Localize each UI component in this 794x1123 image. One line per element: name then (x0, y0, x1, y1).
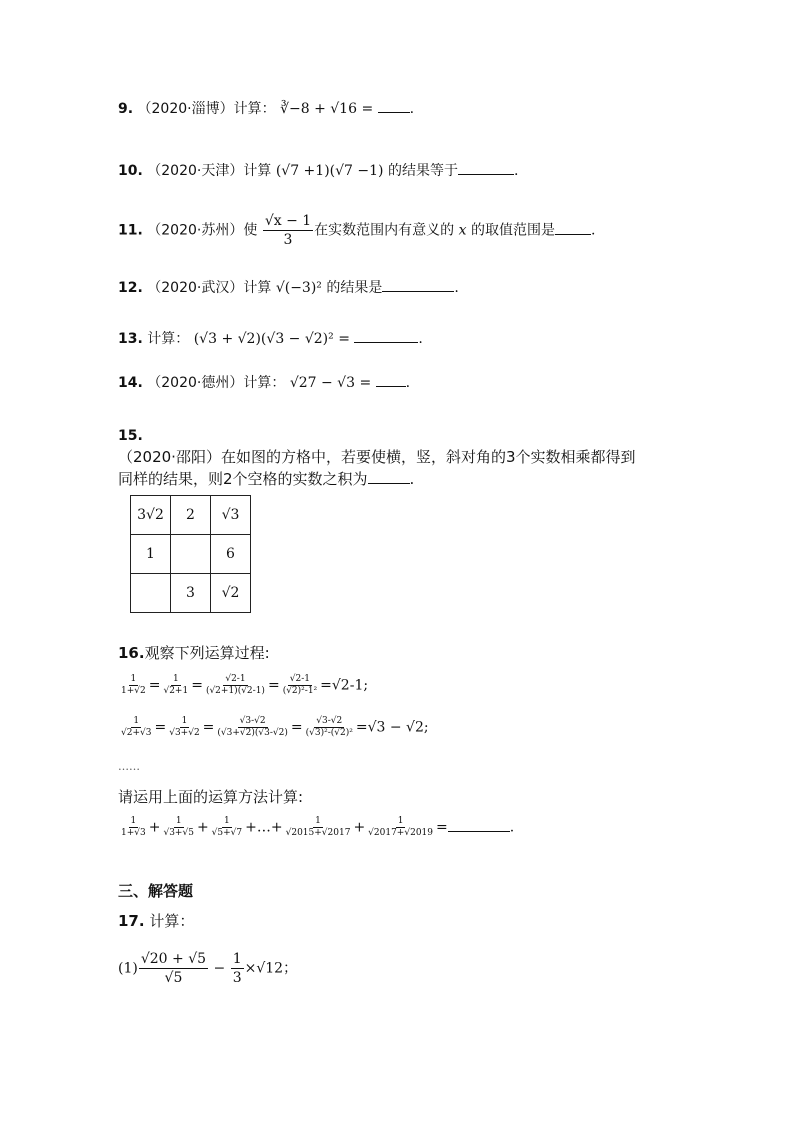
answer-blank (376, 374, 406, 387)
question-number: 12. (118, 280, 143, 296)
question-source: （2020·苏州）使 (147, 222, 258, 239)
punctuation: . (409, 470, 415, 488)
example-1: $\frac{1}{1+√2}$ = $\frac{1}{√2+1}$ = $\frac{√2-1}{(√2+1)(√2-1)}$ = $\frac{√2-1}{\text{(√2)²-1²}}$ =√2-1; (121, 674, 369, 696)
example-2: $\frac{1}{√2+√3}$ = $\frac{1}{√3+√2}$ = $\frac{√3-√2}{(√3+√2)(√3-√2)}$ = $\frac{√3-√2}{\text{(√3)²-(√2)²}}$ =√3 − √2; (121, 716, 429, 738)
question-number: 10. (118, 163, 143, 179)
question-source: （2020·天津）计算 (147, 163, 272, 179)
number-grid (130, 495, 251, 613)
variable: x (458, 222, 467, 239)
fraction: $\frac{√3-√2}{(√3+√2)(√3-√2)}$ (217, 716, 288, 738)
question-text: 请运用上面的运算方法计算: (118, 788, 304, 806)
math-expression: (√7 +1)(√7 −1) (275, 163, 384, 179)
punctuation: . (418, 331, 423, 347)
answer-blank (378, 100, 410, 113)
punctuation: ； (283, 960, 298, 977)
question-11 (118, 212, 595, 249)
question-text: 观察下列运算过程: (144, 644, 270, 662)
punctuation: . (405, 375, 411, 391)
question-number: 11. (118, 222, 143, 239)
question-number: 13. (118, 331, 143, 347)
question-9 (118, 98, 414, 118)
question-source: 计算： (147, 331, 190, 347)
fraction: $\frac{1}{1+√2}$ (121, 674, 146, 696)
punctuation: . (590, 222, 596, 239)
question-14 (118, 372, 410, 392)
fraction-denominator: 3 (283, 232, 293, 248)
question-source: （2020·武汉）计算 (147, 280, 272, 296)
question-source: （2020·德州）计算： (147, 375, 286, 391)
question-text: 计算： (149, 912, 195, 930)
question-text: 同样的结果，则2个空格的实数之积为 (118, 470, 368, 488)
fraction: $\frac{1}{√2017+√2019}$ (368, 816, 433, 838)
math-expression: ∛−8 + √16 = (280, 101, 374, 117)
fraction: $\frac{1}{√2+√3}$ (121, 716, 152, 738)
fraction: $\frac{√2-1}{\text{(√2)²-1²}}$ (282, 674, 318, 696)
answer-blank (555, 222, 591, 235)
grid-cell-empty (131, 574, 171, 613)
fraction: $\frac{1}{√3+√5}$ (163, 816, 194, 838)
question-number: 16. (118, 644, 145, 662)
punctuation: . (409, 101, 415, 117)
grid-cell: √3 (211, 496, 251, 535)
answer-blank (354, 330, 418, 343)
question-16-header (118, 642, 270, 663)
grid-cell: 2 (171, 496, 211, 535)
question-13 (118, 328, 423, 348)
question-text: 的结果等于 (387, 163, 458, 179)
section-heading: 三、解答题 (118, 882, 194, 900)
question-number: 15. (118, 428, 143, 444)
grid-cell: √2 (211, 574, 251, 613)
question-12 (118, 277, 459, 297)
grid-cell: 1 (131, 535, 171, 574)
answer-blank (458, 162, 514, 175)
math-expression: (√3 + √2)(√3 − √2)² = (193, 331, 350, 347)
question-number: 9. (118, 101, 134, 117)
question-17-part1: (1) $\frac{√20 + √5}{√5}$ − $\frac{1}{3}$ ×√12； (118, 951, 298, 986)
fraction: $\frac{1}{√3+√2}$ (169, 716, 200, 738)
question-text: 的取值范围是 (470, 222, 555, 239)
fraction-numerator: √x − 1 (264, 213, 312, 229)
punctuation: . (513, 163, 519, 179)
fraction: $\frac{√3-√2}{\text{(√3)²-(√2)²}}$ (305, 716, 353, 738)
part-label: (1) (118, 960, 138, 977)
fraction: $\frac{1}{1+√3}$ (121, 816, 146, 838)
punctuation: . (509, 819, 515, 836)
question-number: 17. (118, 912, 145, 930)
grid-cell: 3 (171, 574, 211, 613)
grid-cell: 6 (211, 535, 251, 574)
question-17-header (118, 910, 194, 931)
question-text: 在实数范围内有意义的 (314, 222, 455, 239)
fraction: $\frac{1}{3}$ (232, 951, 242, 986)
series-expression: $\frac{1}{1+√3}$ + $\frac{1}{√3+√5}$ + $\frac{1}{√5+√7}$ +…+ $\frac{1}{√2015+√2017}$ + $\frac{1}{√2017+√2019}$ = . (121, 816, 515, 838)
fraction: $\frac{√20 + √5}{√5}$ (140, 951, 207, 986)
question-source: （2020·淄博）计算： (137, 101, 276, 117)
question-number: 14. (118, 375, 143, 391)
question-text: （2020·邵阳）在如图的方格中，若要使横，竖，斜对角的3个实数相乘都得到 (118, 448, 636, 466)
ellipsis: …… (118, 760, 140, 773)
fraction: $\frac{1}{√2+1}$ (163, 674, 189, 696)
question-15-line2 (118, 468, 414, 489)
punctuation: . (454, 280, 459, 296)
question-text: 的结果是 (326, 280, 383, 296)
grid-cell: 3√2 (131, 496, 171, 535)
fraction (263, 212, 313, 249)
grid-cell-empty (171, 535, 211, 574)
fraction: $\frac{1}{√2015+√2017}$ (285, 816, 351, 838)
fraction: $\frac{√2-1}{(√2+1)(√2-1)}$ (205, 674, 265, 696)
answer-blank (368, 471, 410, 484)
fraction: $\frac{1}{√5+√7}$ (211, 816, 243, 838)
math-expression: √27 − √3 = (289, 375, 372, 391)
math-expression: √(−3)² (275, 280, 322, 296)
answer-blank (382, 279, 454, 292)
answer-blank (448, 819, 510, 832)
question-10 (118, 160, 518, 180)
